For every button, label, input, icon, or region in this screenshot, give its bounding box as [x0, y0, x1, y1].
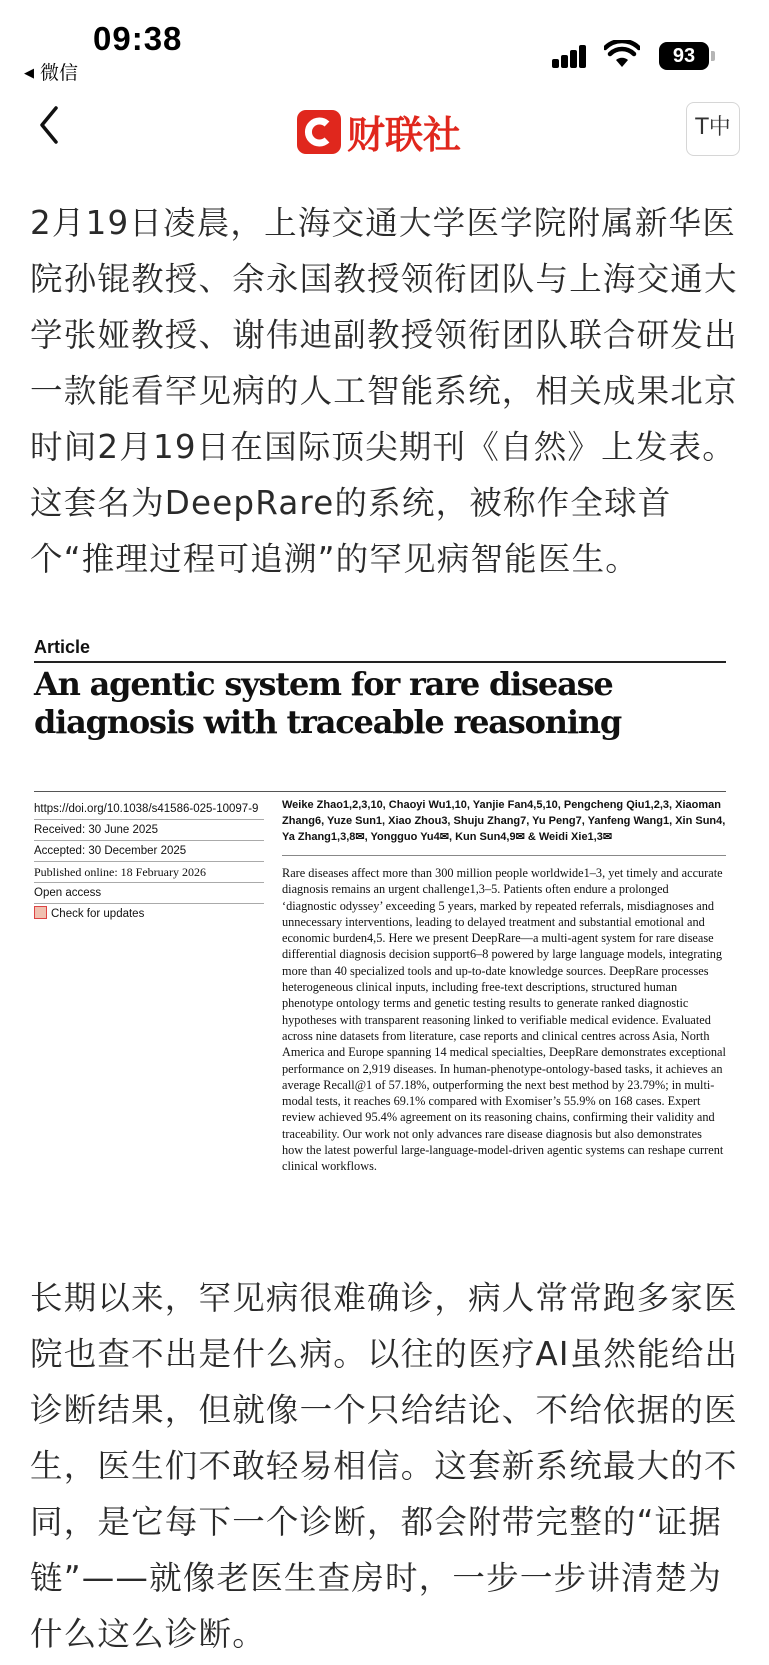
- status-time: 09:38: [93, 20, 183, 57]
- nav-bar: [0, 92, 769, 164]
- wifi-icon: [604, 40, 640, 72]
- battery-tip: [711, 51, 715, 61]
- paper-open-access: Open access: [34, 883, 264, 904]
- brand-name: 财联社: [347, 113, 462, 157]
- article-paragraph: 长期以来，罕见病很难确诊，病人常常跑多家医院也查不出是什么病。以往的医疗AI虽然能给出诊断结果，但就像一个只给结论、不给依据的医生，医生们不敢轻易相信。这套新系统最大的不同，是它每下一个诊断，都会附带完整的“证据链”——就像老医生查房时，一步一步讲清楚为什么这么诊断。: [30, 1279, 739, 1653]
- paper-rule: [34, 661, 726, 663]
- paper-title: An agentic system for rare disease diagnosis with traceable reasoning: [34, 665, 622, 741]
- paper-accepted: Accepted: 30 December 2025: [34, 841, 264, 862]
- paper-rule: [34, 791, 726, 792]
- paper-type: Article: [34, 637, 91, 657]
- article-paragraph: 2月19日凌晨，上海交通大学医学院附属新华医院孙锟教授、余永国教授领衔团队与上海交通大学张娅教授、谢伟迪副教授领衔团队联合研发出一款能看罕见病的人工智能系统，相关成果北京时间2月19日在国际顶尖期刊《自然》上发表。这套名为DeepRare的系统，被称作全球首个“推理过程可追溯”的罕见病智能医生。: [30, 204, 738, 578]
- back-button[interactable]: [36, 100, 76, 150]
- check-updates-label: Check for updates: [51, 908, 145, 920]
- paper-published: Published online: 18 February 2026: [34, 862, 264, 883]
- battery-icon: 93: [659, 42, 709, 70]
- check-updates-row: [34, 904, 264, 925]
- brand-logo: [297, 104, 461, 159]
- paper-abstract: Rare diseases affect more than 300 million people worldwide1–3, yet timely and accurate diagnosis remains an urgent challenge1,3–5. Patients often endure a prolonged ‘diagnostic odyssey’ exceeding 5 years, marked by repeated referrals, misdiagnoses and unnecessary interventions, leading to delayed treatment and substantial emotional and economic burden4,5. Here we present DeepRare—a multi-agent system for rare disease differential diagnosis decision support6–8 powered by large language models, integrating more than 40 specialized tools and up-to-date knowledge sources. DeepRare processes heterogeneous clinical inputs, including free-text descriptions, structured human phenotype ontology terms and genetic testing results to generate ranked diagnostic hypotheses with transparent reasoning linked to verifiable medical evidence. Evaluated across nine datasets from literature, case reports and clinical centres across Asia, North America and Europe spanning 14 medical specialties, DeepRare demonstrates exceptional performance on 2,919 diseases. In human-phenotype-ontology-based tasks, it achieves an average Recall@1 of 57.18%, outperforming the next best method by 23.79%; in multi-modal tests, it reaches 69.1% compared with Exomiser’s 55.9% on 168 cases. Expert review achieved 95.4% agreement on its reasoning chains, confirming their validity and traceability. Our work not only advances rare disease diagnosis but also demonstrates how the latest powerful large-language-model-driven agentic systems can reshape current clinical workflows.: [282, 866, 726, 1174]
- paper-authors: Weike Zhao1,2,3,10, Chaoyi Wu1,10, Yanjie Fan4,5,10, Pengcheng Qiu1,2,3, Xiaoman Zhang6, Yuze Sun1, Xiao Zhou3, Shuju Zhang7, Yu Peng7, Yanfeng Wang1, Xin Sun4, Ya Zhang1,3,8✉, Yongguo Yu4✉, Kun Sun4,9✉ & Weidi Xie1,3✉: [282, 799, 726, 843]
- paper-rule: [282, 855, 726, 856]
- signal-icon: [552, 44, 592, 68]
- font-size-toggle-button[interactable]: T中: [686, 102, 740, 156]
- check-updates-icon: [34, 906, 47, 919]
- back-app-label: 微信: [40, 62, 79, 84]
- chevron-left-icon: [36, 100, 76, 150]
- status-bar: [0, 0, 769, 90]
- paper-received: Received: 30 June 2025: [34, 820, 264, 841]
- paper-doi: https://doi.org/10.1038/s41586-025-10097-9: [34, 799, 264, 820]
- paper-figure: [30, 625, 742, 1205]
- back-to-app-link[interactable]: [24, 58, 78, 85]
- paper-meta: [34, 799, 264, 925]
- back-triangle-icon: ◀: [24, 66, 34, 81]
- brand-badge-icon: [297, 110, 341, 154]
